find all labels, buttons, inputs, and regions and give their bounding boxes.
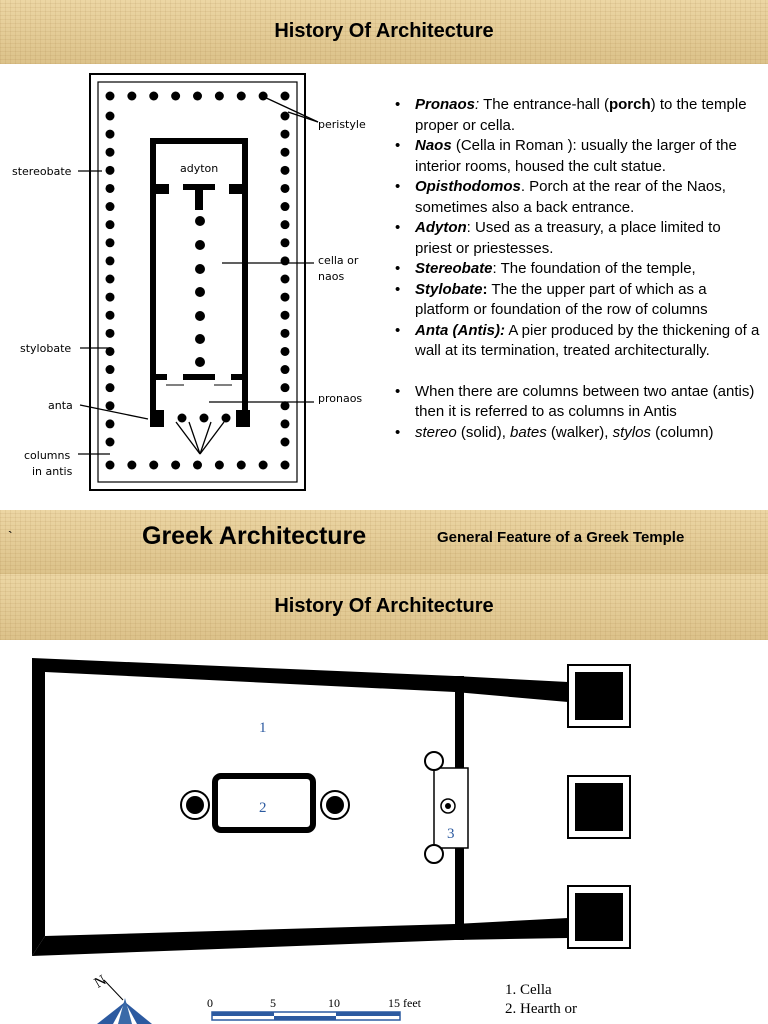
peristyle-column [106,112,115,121]
label-adyton: adyton [180,162,219,175]
peristyle-column [281,238,290,247]
cella-walls [150,138,250,427]
bullet-pronaos: • Pronaos: The entrance-hall (porch) to the temple proper or cella. [395,95,760,136]
scale-tick-0: 0 [207,996,213,1010]
peristyle-column [106,202,115,211]
peristyle-column [106,256,115,265]
peristyle-column [106,148,115,157]
label-stylobate: stylobate [20,342,72,355]
peristyle-column [281,184,290,193]
interior-column [195,334,205,344]
peristyle-columns [106,92,290,470]
peristyle-column [106,275,115,284]
peristyle-column [281,92,290,101]
plan-number-1: 1 [259,720,267,736]
peristyle-column [171,461,180,470]
throne-feature [425,752,468,863]
scale-tick-15: 15 feet [388,996,421,1010]
peristyle-column [106,401,115,410]
peristyle-column [149,461,158,470]
peristyle-column [237,92,246,101]
label-peristyle: peristyle [318,118,366,131]
megaron-plan-diagram [0,640,768,1024]
label-anta: anta [48,399,73,412]
peristyle-column [281,202,290,211]
peristyle-column [106,238,115,247]
peristyle-column [281,311,290,320]
legend-item-1: 1. Cella [505,982,552,998]
peristyle-column [127,461,136,470]
slide1-content [0,64,768,510]
peristyle-column [281,383,290,392]
interior-columns [195,216,205,367]
stereobate-outline [90,74,305,490]
peristyle-column [259,461,268,470]
peristyle-column [106,184,115,193]
peristyle-column [281,166,290,175]
slide1-footer-band [0,510,768,574]
definition-list [395,95,760,443]
bullet-adyton: • Adyton: Used as a treasury, a place limited to priest or priestesses. [395,218,760,259]
peristyle-column [281,275,290,284]
peristyle-column [106,329,115,338]
slide1-title: History Of Architecture [274,20,494,42]
pronaos-column [200,414,209,423]
peristyle-column [106,383,115,392]
peristyle-column [106,365,115,374]
scale-tick-5: 5 [270,996,276,1010]
peristyle-column [127,92,136,101]
peristyle-column [106,311,115,320]
bullet-anta: • Anta (Antis): A pier produced by the thickening of a wall at its termination, treated architecturally. [395,321,760,362]
pronaos-columns [178,414,231,423]
slide2-title-band [0,574,768,640]
peristyle-column [281,148,290,157]
interior-column [195,240,205,250]
peristyle-column [281,461,290,470]
interior-column [195,216,205,226]
peristyle-column [281,438,290,447]
peristyle-column [106,438,115,447]
peristyle-column [281,347,290,356]
peristyle-column [106,166,115,175]
peristyle-column [106,92,115,101]
peristyle-column [106,220,115,229]
note-etymology: • stereo (solid), bates (walker), stylos (column) [395,423,760,444]
bullet-stereobate: • Stereobate: The foundation of the temple, [395,259,760,280]
peristyle-column [215,461,224,470]
interior-column [195,357,205,367]
peristyle-column [106,293,115,302]
peristyle-column [193,461,202,470]
bullet-naos: • Naos (Cella in Roman ): usually the larger of the interior rooms, housed the cult statue. [395,136,760,177]
peristyle-column [281,130,290,139]
label-columns-line1: columns [24,449,71,462]
label-columns-line2: in antis [32,465,73,478]
peristyle-column [171,92,180,101]
bullet-stylobate: • Stylobate: The the upper part of which as a platform or foundation of the row of columns [395,280,760,321]
bullet-opisthodomos: • Opisthodomos. Porch at the rear of the Naos, sometimes also a back entrance. [395,177,760,218]
temple-plan-diagram [0,64,390,510]
interior-column [195,287,205,297]
peristyle-column [106,419,115,428]
label-cella-line1: cella or [318,254,359,267]
pronaos-column [178,414,187,423]
scale-bar [212,1012,400,1020]
plan-number-3: 3 [447,826,455,842]
footer-mark: ` [8,528,13,544]
peristyle-column [281,419,290,428]
porch-columns [568,665,630,948]
footer-heading: Greek Architecture [142,522,367,550]
label-cella-line2: naos [318,270,345,283]
peristyle-column [281,220,290,229]
legend-item-2: 2. Hearth or [505,1001,578,1017]
slide2-title: History Of Architecture [274,595,494,617]
north-label: N [91,972,110,992]
label-pronaos: pronaos [318,392,363,405]
peristyle-column [237,461,246,470]
peristyle-column [281,256,290,265]
peristyle-column [149,92,158,101]
scale-tick-10: 10 [328,996,340,1010]
interior-column [195,311,205,321]
peristyle-column [106,461,115,470]
plan-number-2: 2 [259,800,267,816]
slide2-content [0,640,768,1024]
interior-column [195,264,205,274]
label-stereobate: stereobate [12,165,72,178]
peristyle-column [193,92,202,101]
peristyle-column [106,130,115,139]
peristyle-column [281,329,290,338]
peristyle-column [281,293,290,302]
note-columns-in-antis: • When there are columns between two antae (antis) then it is referred to as columns in Antis [395,382,760,423]
slide1-title-band [0,0,768,64]
peristyle-column [215,92,224,101]
peristyle-column [281,365,290,374]
pronaos-column [222,414,231,423]
footer-subheading: General Feature of a Greek Temple [437,529,685,546]
peristyle-column [281,112,290,121]
